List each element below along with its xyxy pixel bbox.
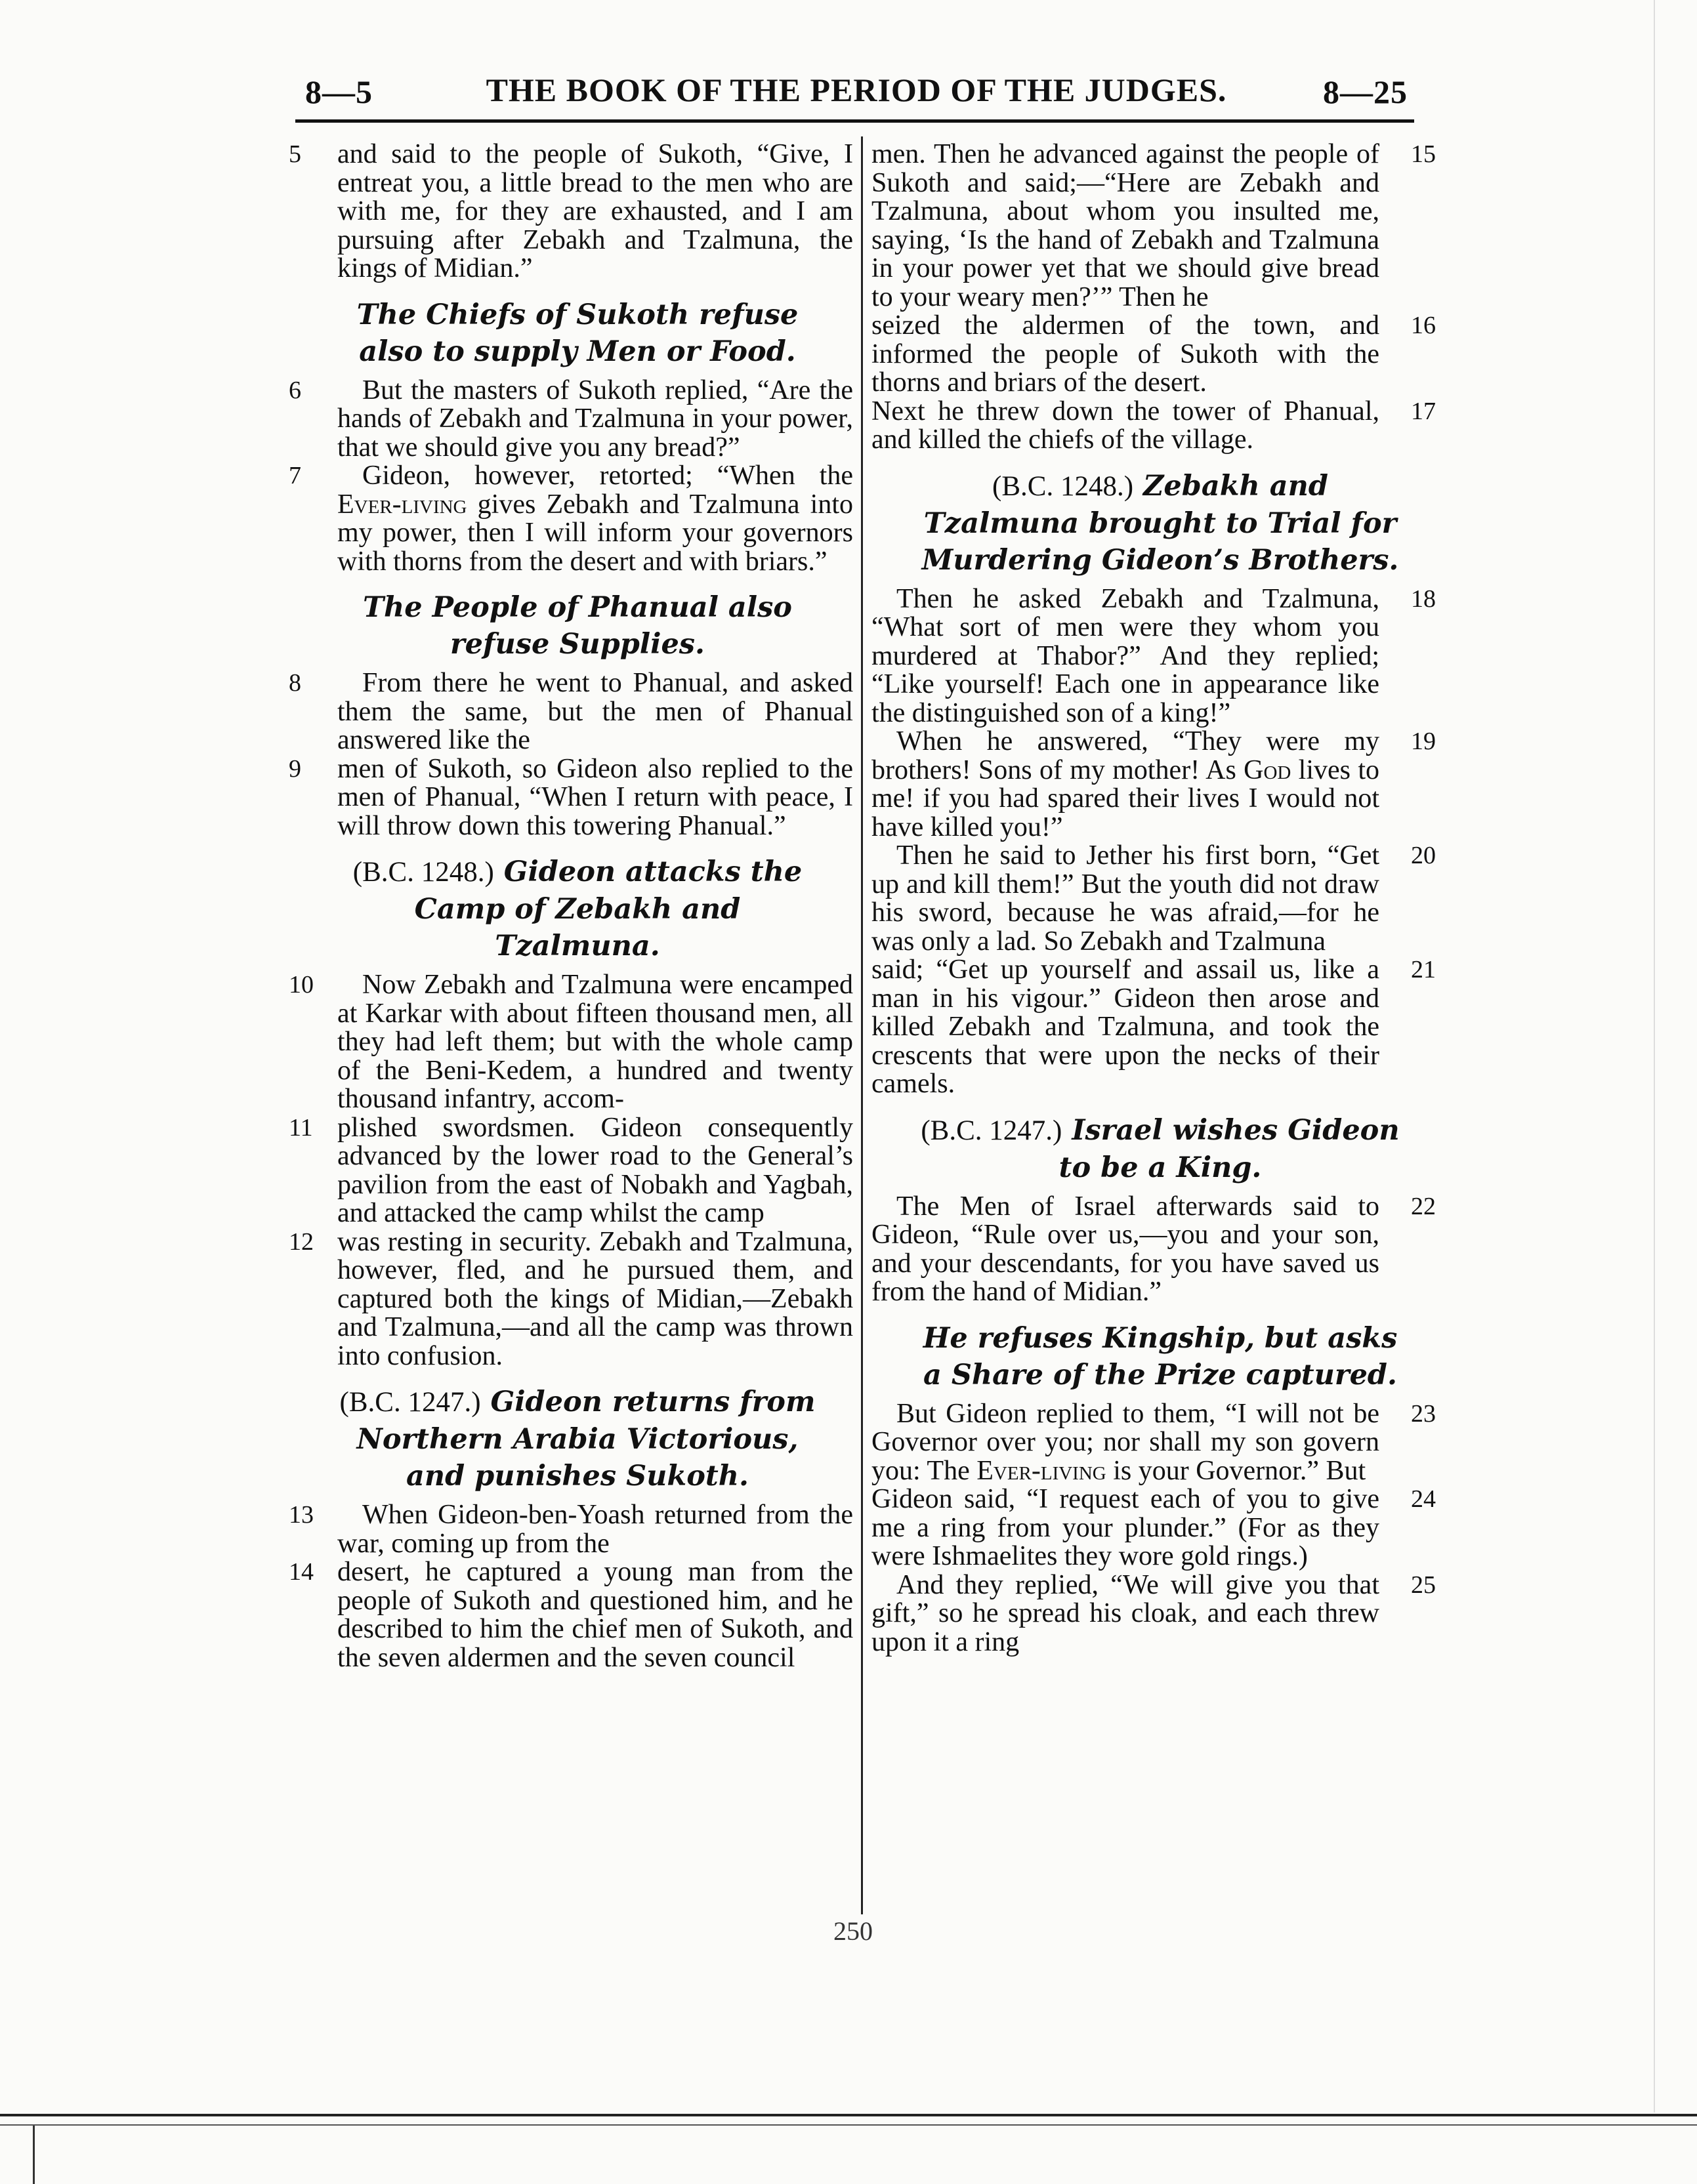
verse-12 [289,1228,853,1371]
verse-text: But the masters of Sukoth replied, “Are the hands of Zebakh and Tzalmuna in your power, that we should give you any bread?” [337,375,853,463]
page-number: 250 [833,1916,873,1946]
heading-text: He refuses Kingship, but asks a Share of the Prize captured. [923,1321,1398,1391]
verse-text: When Gideon-ben-Yoash returned from the war, coming up from the [337,1500,853,1559]
verse-18 [871,585,1436,728]
verse-text [871,1400,1379,1486]
verse-number: 5 [289,140,301,168]
verse-number: 7 [289,462,301,489]
verse-number: 12 [289,1227,314,1256]
verse-17 [871,398,1436,455]
verse-text: seized the aldermen of the town, and informed the people of Sukoth with the thorns and briars of the desert. [871,310,1379,398]
header-title: THE BOOK OF THE PERIOD OF THE JUDGES. [486,72,1227,108]
verse-number: 24 [1411,1485,1436,1513]
scan-bottom-edge [0,2114,1697,2116]
verse-number: 20 [1411,842,1436,869]
verse-text: men. Then he advanced against the people of Sukoth and said;—“Here are Zebakh and Tzalmuna, about whom you insulted me, saying, ‘Is the hand of Zebakh and Tzalmuna in your power yet that we should give bread to your weary men?’” Then he [871,139,1379,312]
verse-21 [871,956,1436,1099]
verse-number: 15 [1411,140,1436,168]
verse-text: Gideon said, “I request each of you to give me a ring from your plunder.” (For as they were Ishmaelites they wore gold rings.) [871,1484,1379,1571]
date-label: (B.C. 1248.) [352,857,494,888]
column-divider [861,136,863,1914]
verse-25 [871,1571,1436,1657]
verse-text: plished swordsmen. Gideon consequently advanced by the lower road to the General’s pavilion from the east of Nobakh and Yagbah, and attacked the camp whilst the camp [337,1112,853,1228]
verse-6 [289,377,853,463]
verse-number: 21 [1411,956,1436,983]
verse-19 [871,728,1436,842]
verse-text: Then he asked Zebakh and Tzalmuna, “What sort of men were they whom you murdered at Thabor?” And they replied; “Like yourself! Each one in appearance like the distinguished son of a king!” [871,583,1379,728]
verse-23 [871,1400,1436,1486]
verse-text-part: lives to me! if you had spared their lives I would not have killed you!” [871,754,1379,842]
left-column [289,140,853,1672]
heading-text: Zebakh and Tzalmuna brought to Trial for Murdering Gideon’s Brothers. [921,469,1399,577]
verse-number: 23 [1411,1399,1436,1428]
verse-15 [871,140,1436,312]
verse-number: 16 [1411,312,1436,339]
verse-7 [289,462,853,576]
verse-text: men of Sukoth, so Gideon also replied to the men of Phanual, “When I return with peace, I will throw down this towering Phanual.” [337,753,853,841]
heading-text: Gideon returns from Northern Arabia Victorious, and punishes Sukoth. [356,1386,816,1493]
section-heading [871,1099,1436,1193]
verse-text: was resting in security. Zebakh and Tzalmuna, however, fled, and he pursued them, and captured both the kings of Midian,—Zebakh and Tzalmuna,—and all the camp was thrown into confusion. [337,1226,853,1371]
verse-number: 19 [1411,728,1436,755]
section-heading [871,455,1436,585]
verse-number: 11 [289,1113,313,1142]
heading-text: The People of Phanual also refuse Supplies. [363,591,792,661]
verse-22 [871,1193,1436,1307]
header-right-ref: 8—25 [1323,73,1408,110]
verse-text: And they replied, “We will give you that gift,” so he spread his cloak, and each threw upon it a ring [871,1569,1379,1657]
divine-name: God [1244,754,1291,785]
verse-number: 25 [1411,1571,1436,1599]
section-heading [289,283,853,377]
verse-number: 9 [289,754,301,783]
verse-text: Now Zebakh and Tzalmuna were encamped at Karkar with about fifteen thousand men, all they had left them; but with the whole camp of the Beni-Kedem, a hundred and twenty thousand infantry, accom- [337,970,853,1114]
verse-text-part: Gideon, however, retorted; “When the [362,461,853,491]
section-heading [871,1307,1436,1400]
verse-text [337,462,853,576]
verse-number: 8 [289,669,301,697]
verse-16 [871,312,1436,398]
verse-13 [289,1501,853,1558]
verse-number: 22 [1411,1192,1436,1220]
verse-24 [871,1485,1436,1571]
verse-text: From there he went to Phanual, and asked them the same, but the men of Phanual answered like the [337,668,853,755]
date-label: (B.C. 1248.) [992,470,1134,502]
date-label: (B.C. 1247.) [921,1115,1062,1146]
heading-text: Israel wishes Gideon to be a King. [1058,1113,1400,1184]
section-heading [289,576,853,669]
divine-name: Ever-living [976,1455,1106,1486]
verse-11 [289,1114,853,1228]
section-heading [289,840,853,971]
verse-text: Next he threw down the tower of Phanual, and killed the chiefs of the village. [871,396,1379,455]
section-heading [289,1370,853,1501]
scan-bottom-edge-2 [0,2124,1697,2126]
verse-9 [289,755,853,841]
verse-number: 10 [289,971,314,999]
verse-text-part: When he answered, “They were my brothers! Sons of my mother! As [871,726,1379,785]
verse-text [871,728,1379,842]
verse-text: Then he said to Jether his first born, “Get up and kill them!” But the youth did not draw his sword, because he was afraid,—for he was only a lad. So Zebakh and Tzalmuna [871,840,1379,957]
verse-text: desert, he captured a young man from the people of Sukoth and questioned him, and he described to him the chief men of Sukoth, and the seven aldermen and the seven council [337,1557,853,1673]
verse-text: said; “Get up yourself and assail us, like a man in his vigour.” Gideon then arose and killed Zebakh and Tzalmuna, and took the crescents that were upon the necks of their camels. [871,955,1379,1099]
verse-text-part: is your Governor.” But [1106,1455,1366,1486]
verse-number: 13 [289,1501,314,1529]
verse-number: 14 [289,1558,314,1586]
running-header [305,71,1408,113]
right-column [871,140,1436,1657]
header-rule [295,119,1414,123]
verse-8 [289,669,853,755]
scan-edge-mark [33,2126,35,2184]
verse-text-part: gives Zebakh and Tzalmuna into my power, then I will inform your governors with thorns from the desert and with briars.” [337,489,853,577]
heading-text: Gideon attacks the Camp of Zebakh and Tzalmuna. [414,855,803,962]
verse-text: and said to the people of Sukoth, “Give, I entreat you, a little bread to the men who are with me, for they are exhausted, and I am pursuing after Zebakh and Tzalmuna, the kings of Midian.” [337,139,853,283]
verse-number: 17 [1411,397,1436,425]
verse-5 [289,140,853,283]
divine-name: Ever-living [337,489,467,520]
verse-text: The Men of Israel afterwards said to Gideon, “Rule over us,—you and your son, and your descendants, for you have saved us from the hand of Midian.” [871,1191,1379,1307]
verse-number: 6 [289,376,301,404]
heading-text: The Chiefs of Sukoth refuse also to supply Men or Food. [356,298,799,368]
verse-14 [289,1558,853,1672]
verse-20 [871,842,1436,956]
verse-number: 18 [1411,585,1436,613]
date-label: (B.C. 1247.) [339,1387,481,1418]
verse-text-part: But Gideon replied to them, “I will not be Governor over you; nor shall my son govern you: The [871,1398,1379,1486]
verse-10 [289,971,853,1114]
header-left-ref: 8—5 [305,73,373,110]
page-edge-shadow [1654,0,1655,2112]
